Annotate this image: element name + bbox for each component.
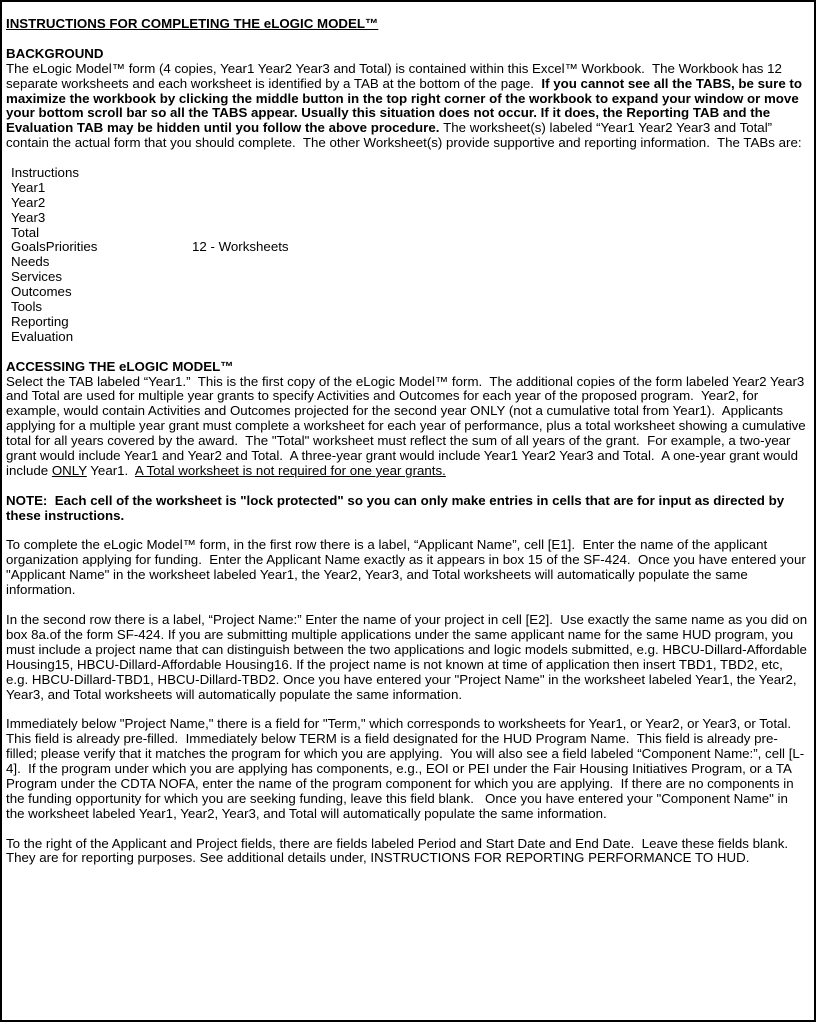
tab-label: Instructions <box>11 165 79 181</box>
period-dates-paragraph <box>6 837 808 867</box>
page-title: INSTRUCTIONS FOR COMPLETING THE eLOGIC MODEL™ <box>6 16 379 31</box>
page-title-block <box>6 17 808 32</box>
accessing-heading: ACCESSING THE eLOGIC MODEL™ <box>6 358 234 374</box>
tab-list-item-year1 <box>11 181 808 196</box>
accessing-mid-text: Year1. <box>86 462 135 478</box>
tab-list-item-instructions <box>11 166 808 181</box>
tab-label: Outcomes <box>11 284 72 300</box>
tab-label: GoalsPriorities <box>11 239 98 255</box>
accessing-section <box>6 360 808 479</box>
tab-list-item-services <box>11 270 808 285</box>
background-section <box>6 47 808 151</box>
tab-list-item-reporting <box>11 315 808 330</box>
applicant-name-paragraph-text: To complete the eLogic Model™ form, in the first row there is a label, “Applicant Name”, cell [E1]. Enter the name of the applicant organization applying for funding. Enter the Applicant Name exactly as it appears in box 15 of the SF-424. Once you have entered your "Applicant Name" in the worksheet labeled Year1, the Year2, Year3, and Total worksheets will automatically populate the same information. <box>6 537 810 598</box>
tab-list-item-year2 <box>11 196 808 211</box>
tab-list-item-tools <box>11 300 808 315</box>
tab-label: Services <box>11 269 62 285</box>
accessing-total-rule-underlined: A Total worksheet is not required for one year grants. <box>134 462 446 478</box>
project-name-paragraph <box>6 611 811 702</box>
tab-label: Total <box>11 224 40 240</box>
tab-label: Tools <box>11 299 43 315</box>
background-outro-text: The worksheet(s) labeled “Year1 Year2 Year3 and Total” contain the actual form that you should complete. The other Worksheet(s) provide supportive and reporting information. The TABs are: <box>6 120 802 151</box>
tab-label: Needs <box>11 254 50 270</box>
tab-list-item-evaluation <box>11 330 808 345</box>
accessing-only-underlined: ONLY <box>51 462 87 478</box>
term-component-paragraph-text: Immediately below "Project Name," there is a field for "Term," which corresponds to worksheets for Year1, or Year2, or Year3, or Total. This field is already pre-filled. Immediately below TERM is a field designated for the HUD Program Name. This field is already pre-filled; please verify that it matches the program for which you are applying. You will also see a field labeled “Component Name:”, cell [L-4]. If the program under which you are applying has components, e.g., EOI or PEI under the Fair Housing Initiatives Program, or a TA Program under the CDTA NOFA, enter the name of the program component for which you are applying. If there are no components in the funding opportunity for which you are seeking funding, leave this field blank. Once you have entered your "Component Name" in the worksheet labeled Year1, Year2, Year3, and Total will automatically populate the same information. <box>6 716 805 821</box>
background-warning-text: If you cannot see all the TABS, be sure to maximize the workbook by clicking the middle button in the top right corner of the workbook to expand your window or move your bottom scroll bar so all the TABS appear. Usually this situation does not occur. If it does, the Reporting TAB and the Evaluation TAB may be hidden until you follow the above procedure. <box>6 75 806 136</box>
tab-label: Evaluation <box>11 328 74 344</box>
tab-list-item-needs <box>11 255 808 270</box>
accessing-body-text: Select the TAB labeled “Year1.” This is the first copy of the eLogic Model™ form. The additional copies of the form labeled Year2 Year3 and Total are used for multiple year grants to specify Activities and Outcomes for each year of the proposed program. Year2, for example, would contain Activities and Outcomes projected for the second year ONLY (not a cumulative total from Year1). Applicants applying for a multiple year grant must complete a worksheet for each year of performance, plus a total worksheet showing a cumulative total for all years covered by the award. The "Total" worksheet must reflect the sum of all years of the grant. For example, a two-year grant would include Year1 and Year2 and Total. A three-year grant would include Year1 Year2 Year3 and Total. A one-year grant would include <box>6 373 810 478</box>
background-heading: BACKGROUND <box>6 45 104 61</box>
tab-list-item-total <box>11 226 808 241</box>
lock-protected-note <box>6 494 808 524</box>
tab-list-item-outcomes <box>11 285 808 300</box>
worksheet-count-label: 12 - Worksheets <box>192 239 289 255</box>
tab-list-item-year3 <box>11 211 808 226</box>
term-component-paragraph <box>6 717 808 821</box>
worksheet-tab-list <box>6 166 808 345</box>
applicant-name-paragraph <box>6 538 808 598</box>
tab-list-item-goalspriorities <box>11 240 808 255</box>
tab-label: Year3 <box>11 209 46 225</box>
tab-label: Year2 <box>11 194 46 210</box>
period-dates-paragraph-text: To the right of the Applicant and Project fields, there are fields labeled Period and Start Date and End Date. Leave these fields blank. They are for reporting purposes. See additional details under, INSTRUCTIONS FOR REPORTING PERFORMANCE TO HUD. <box>6 835 796 866</box>
tab-label: Reporting <box>11 313 69 329</box>
background-intro-text: The eLogic Model™ form (4 copies, Year1 Year2 Year3 and Total) is contained within this Excel™ Workbook. The Workbook has 12 separate worksheets and each worksheet is identified by a TAB at the bottom of the page. <box>6 60 786 91</box>
project-name-paragraph-text: In the second row there is a label, “Project Name:” Enter the name of your project in cell [E2]. Use exactly the same name as you did on box 8a.of the form SF-424. If you are submitting multiple applications under the same applicant name for the same HUD program, you must include a project name that can distinguish between the two applications and logic models submitted, e.g. HBCU-Dillard-Affordable Housing15, HBCU-Dillard-Affordable Housing16. If the project name is not known at time of application then insert TBD1, TBD2, etc, e.g. HBCU-Dillard-TBD1, HBCU-Dillard-TBD2. Once you have entered your "Project Name" in the worksheet labeled Year1, the Year2, Year3, and Total worksheets will automatically populate the same information. <box>6 611 811 702</box>
lock-protected-note-text: NOTE: Each cell of the worksheet is "lock protected" so you can only make entries in cells that are for input as directed by these instructions. <box>6 492 788 523</box>
tab-label: Year1 <box>11 179 46 195</box>
